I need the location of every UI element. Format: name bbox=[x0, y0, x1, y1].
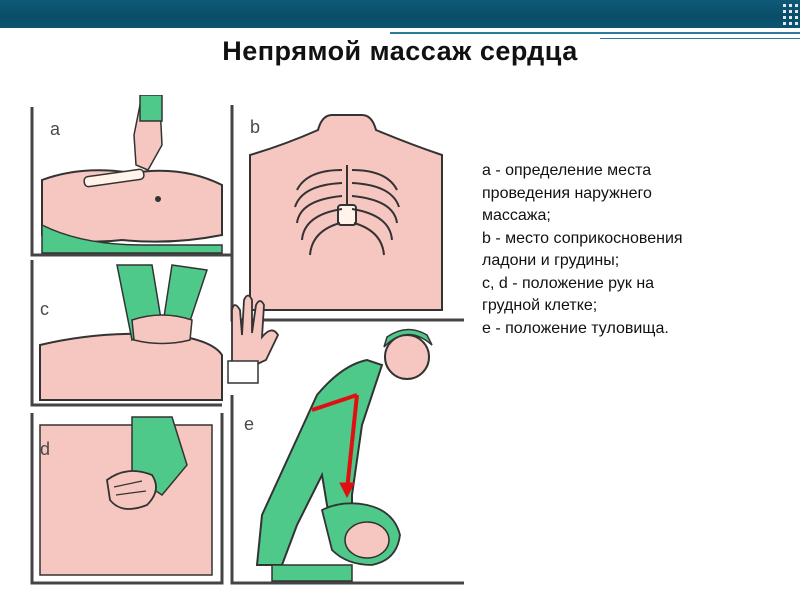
panel-c bbox=[32, 260, 222, 405]
legend-line: грудной клетке; bbox=[482, 297, 598, 314]
legend-line: c, d - положение рук на bbox=[482, 274, 655, 292]
panel-label-c: c bbox=[40, 299, 49, 319]
panel-label-a: a bbox=[50, 119, 61, 139]
panel-label-e: e bbox=[244, 414, 255, 434]
legend-line: проведения наружнего bbox=[482, 184, 652, 202]
decorative-rule bbox=[390, 32, 800, 34]
slide-title: Непрямой массаж сердца bbox=[222, 36, 578, 66]
legend-line: b - место соприкосновения bbox=[482, 229, 683, 247]
legend-line: ладони и грудины; bbox=[482, 252, 620, 269]
panel-a bbox=[32, 95, 232, 255]
cpr-illustration bbox=[22, 95, 472, 585]
legend-line: е - положение туловища. bbox=[482, 319, 669, 337]
panel-e bbox=[232, 329, 464, 583]
header-bar bbox=[0, 0, 800, 28]
panel-label-b: b bbox=[250, 117, 261, 137]
panel-label-d: d bbox=[40, 439, 51, 459]
legend-text bbox=[482, 160, 782, 340]
legend-line: массажа; bbox=[482, 207, 551, 224]
panel-b bbox=[232, 105, 464, 320]
legend-line: а - определение места bbox=[482, 162, 652, 179]
decorative-dots bbox=[760, 0, 800, 40]
panel-d bbox=[32, 413, 222, 583]
